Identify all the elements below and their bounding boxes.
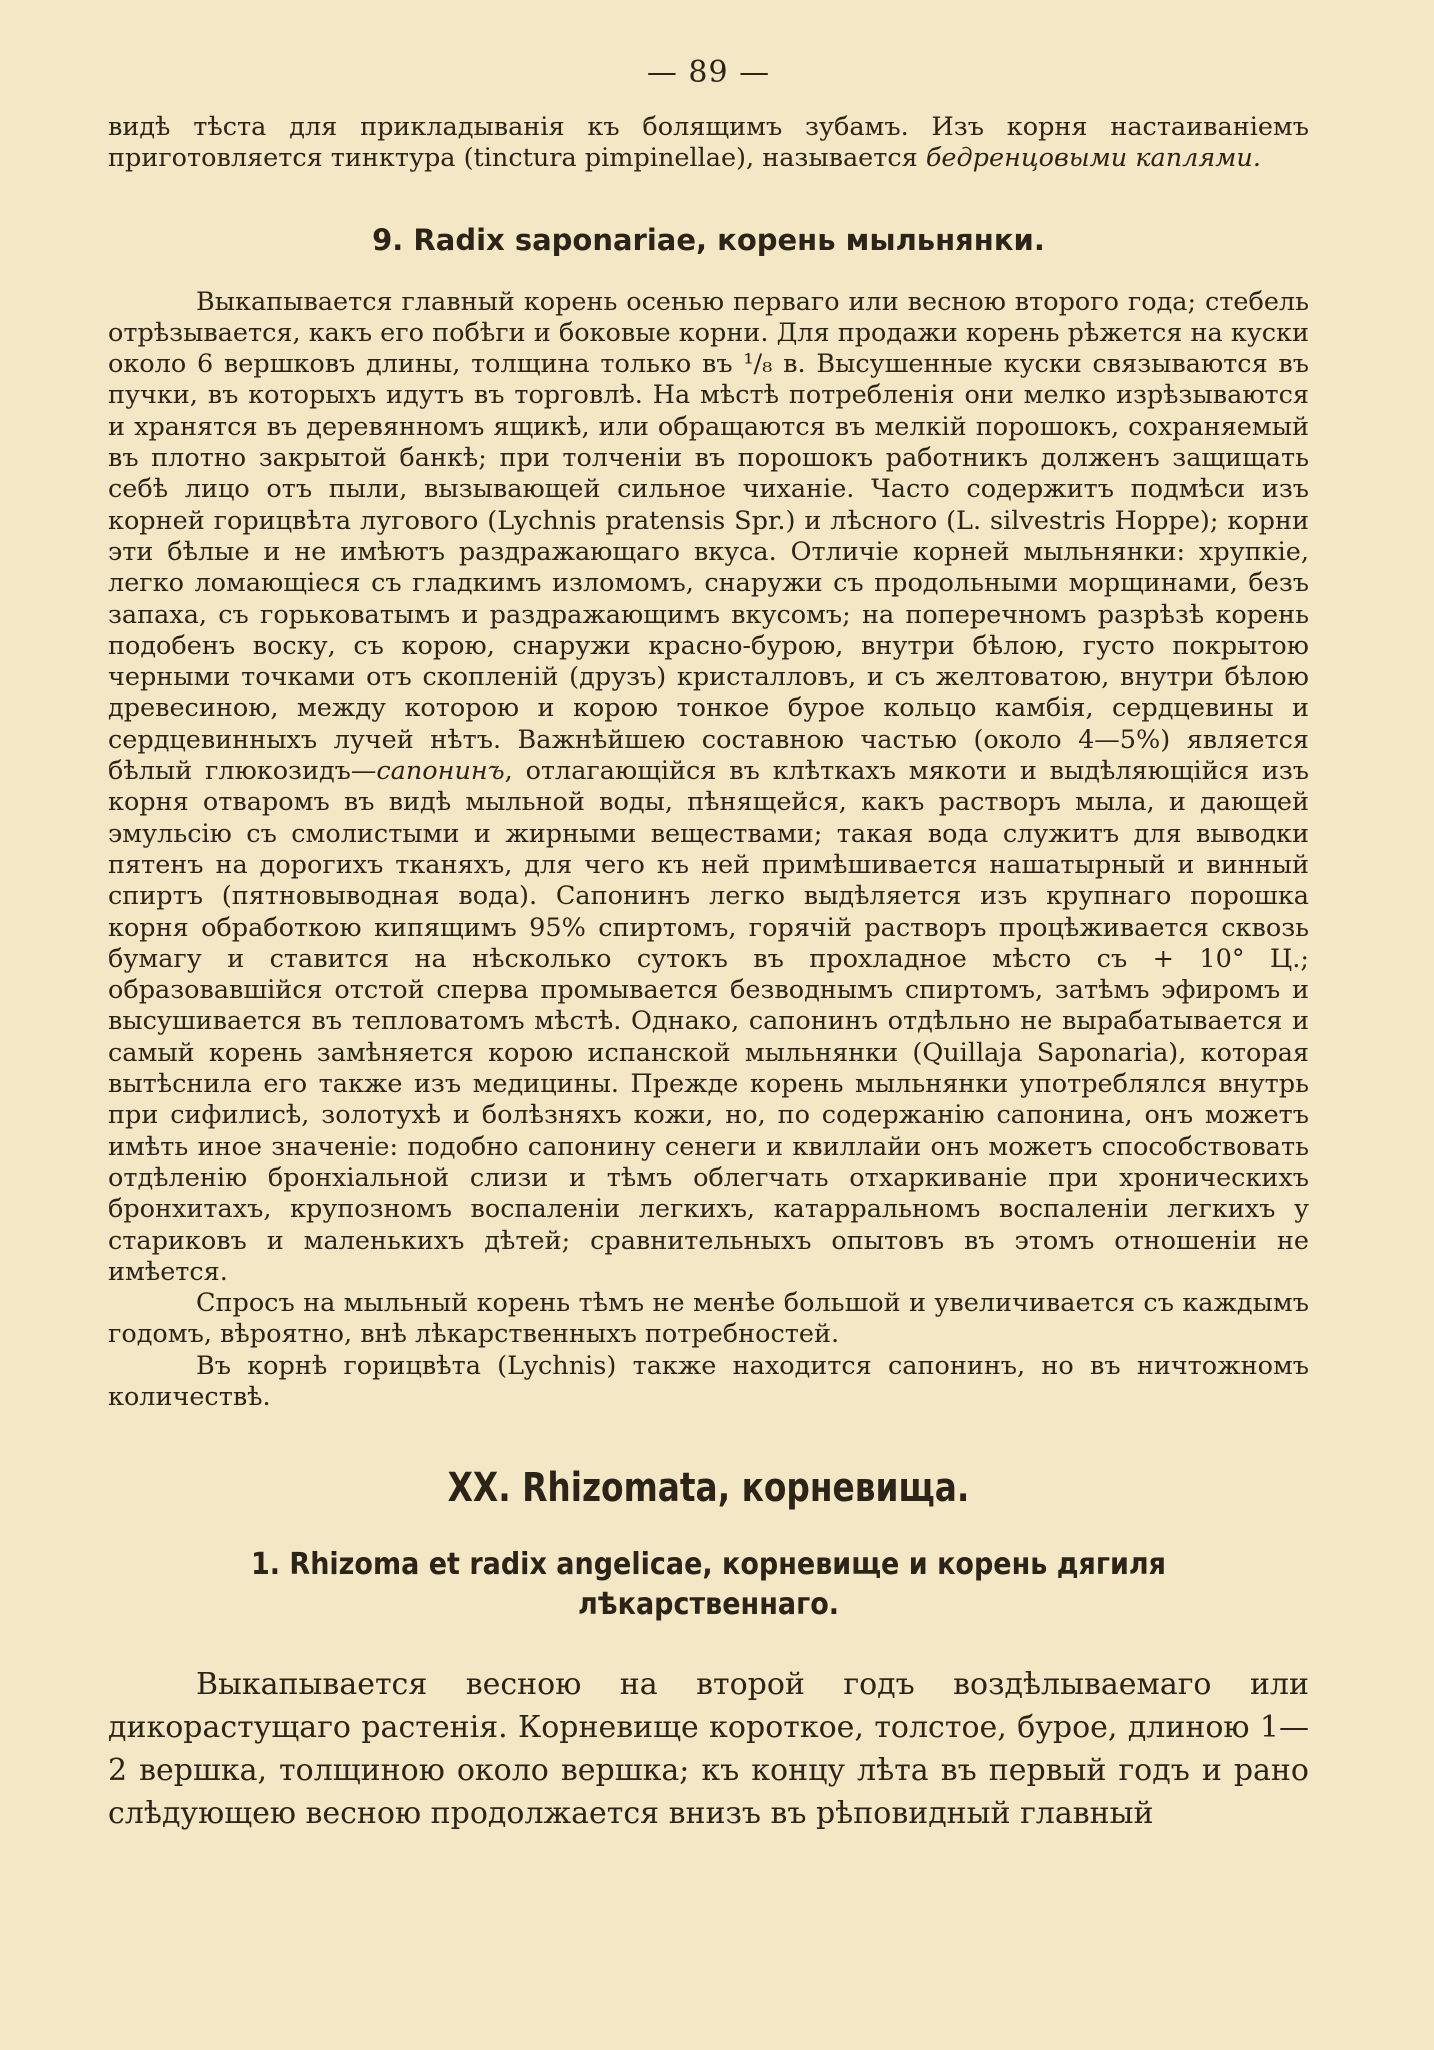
section-9-p1-text: Выкапывается главный корень осенью перваго или весною второго года; стебель отрѣзывается, какъ его побѣги и боковые корни. Для продажи корень рѣжется на куски около 6 вершковъ длины, толщина только въ ¹/₈ в. Высушенные куски связываются въ пучки, въ которыхъ идутъ въ торговлѣ. На мѣстѣ потребленія они мелко изрѣзываются и хранятся въ деревянномъ ящикѣ, или обращаются въ мелкій порошокъ, сохраняемый въ плотно закрытой банкѣ; при толченіи въ порошокъ работникъ долженъ защищать себѣ лицо отъ пыли, вызывающей сильное чиханіе. Часто содержитъ подмѣси изъ корней горицвѣта лугового (Lychnis pratensis Spr.) и лѣсного (L. silvestris Hoppe); корни эти бѣлые и не имѣютъ раздражающаго вкуса. Отличіе корней мыльнянки: хрупкіе, легко ломающіеся съ гладкимъ изломомъ, снаружи съ продольными морщинами, безъ запаха, съ горьковатымъ и раздражающимъ вкусомъ; на поперечномъ разрѣзѣ корень подобенъ воску, съ корою, снаружи красно-бурою, внутри бѣлою, густо покрытою черными точками отъ скопленій (друзъ) кристалловъ, и съ желтоватою, внутри бѣлою древесиною, между которою и корою тонкое бурое кольцо камбія, сердцевины и сердцевинныхъ лучей нѣтъ. Важнѣйшею составною частью (около 4—5%) является бѣлый глюкозидъ— (108, 286, 1309, 787)
chapter-title: XX. Rhizomata, корневища. (447, 1465, 970, 1512)
intro-paragraph (108, 112, 1309, 175)
section-1-paragraph-1: Выкапывается весною на второй годъ воздѣлываемаго или дикорастущаго растенія. Корневище короткое, толстое, бурое, длиною 1—2 вершка, толщиною около вершка; къ концу лѣта въ первый годъ и рано слѣдующею весною продолжается внизъ въ рѣповидный главный (108, 1667, 1309, 1832)
section-9-paragraph-1 (108, 287, 1309, 1289)
section-9-title: 9. Radix saponariae, корень мыльнянки. (372, 222, 1045, 257)
page-number: — 89 — (646, 55, 771, 90)
section-1-title-line-2: лѣкарственнаго. (577, 1587, 839, 1623)
intro-italic: бедренцовыми каплями. (925, 143, 1261, 174)
section-9-p1-italic: сапонинъ (376, 756, 505, 787)
section-1-title-line-1: 1. Rhizoma et radix angelicae, корневище и корень дягиля (250, 1547, 1167, 1583)
section-9-p1-rest: , отлагающійся въ клѣткахъ мякоти и выдѣляющійся изъ корня отваромъ въ видѣ мыльной воды, пѣнящейся, какъ растворъ мыла, и дающей эмульсію съ смолистыми и жирными веществами; такая вода служитъ для выводки пятенъ на дорогихъ тканяхъ, для чего къ ней примѣшивается нашатырный и винный спиртъ (пятновыводная вода). Сапонинъ легко выдѣляется изъ крупнаго порошка корня обработкою кипящимъ 95% спиртомъ, горячій растворъ процѣживается сквозь бумагу и ставится на нѣсколько сутокъ въ прохладное мѣсто съ + 10° Ц.; образовавшійся отстой сперва промывается безводнымъ спиртомъ, затѣмъ эфиромъ и высушивается въ тепловатомъ мѣстѣ. Однако, сапонинъ отдѣльно не вырабатывается и самый корень замѣняется корою испанской мыльнянки (Quillaja Saponaria), которая вытѣснила его также изъ медицины. Прежде корень мыльнянки употреблялся внутрь при сифилисѣ, золотухѣ и болѣзняхъ кожи, но, по содержанію сапонина, онъ можетъ имѣть иное значеніе: подобно сапонину сенеги и квиллайи онъ можетъ способствовать отдѣленію бронхіальной слизи и тѣмъ облегчать отхаркиваніе при хроническихъ бронхитахъ, крупозномъ воспаленіи легкихъ, катарральномъ воспаленіи легкихъ у стариковъ и маленькихъ дѣтей; сравнительныхъ опытовъ въ этомъ отношеніи не имѣется. (108, 756, 1309, 1287)
section-9-paragraph-2: Спросъ на мыльный корень тѣмъ не менѣе большой и увеличивается съ каждымъ годомъ, вѣроятно, внѣ лѣкарственныхъ потребностей. (108, 1288, 1309, 1350)
section-9-paragraph-3: Въ корнѣ горицвѣта (Lychnis) также находится сапонинъ, но въ ничтожномъ количествѣ. (108, 1350, 1309, 1412)
intro-text: видѣ тѣста для прикладыванія къ болящимъ зубамъ. Изъ корня настаиваніемъ приготовляется тинктура (tinctura pimpinellae), называется (108, 112, 1309, 174)
